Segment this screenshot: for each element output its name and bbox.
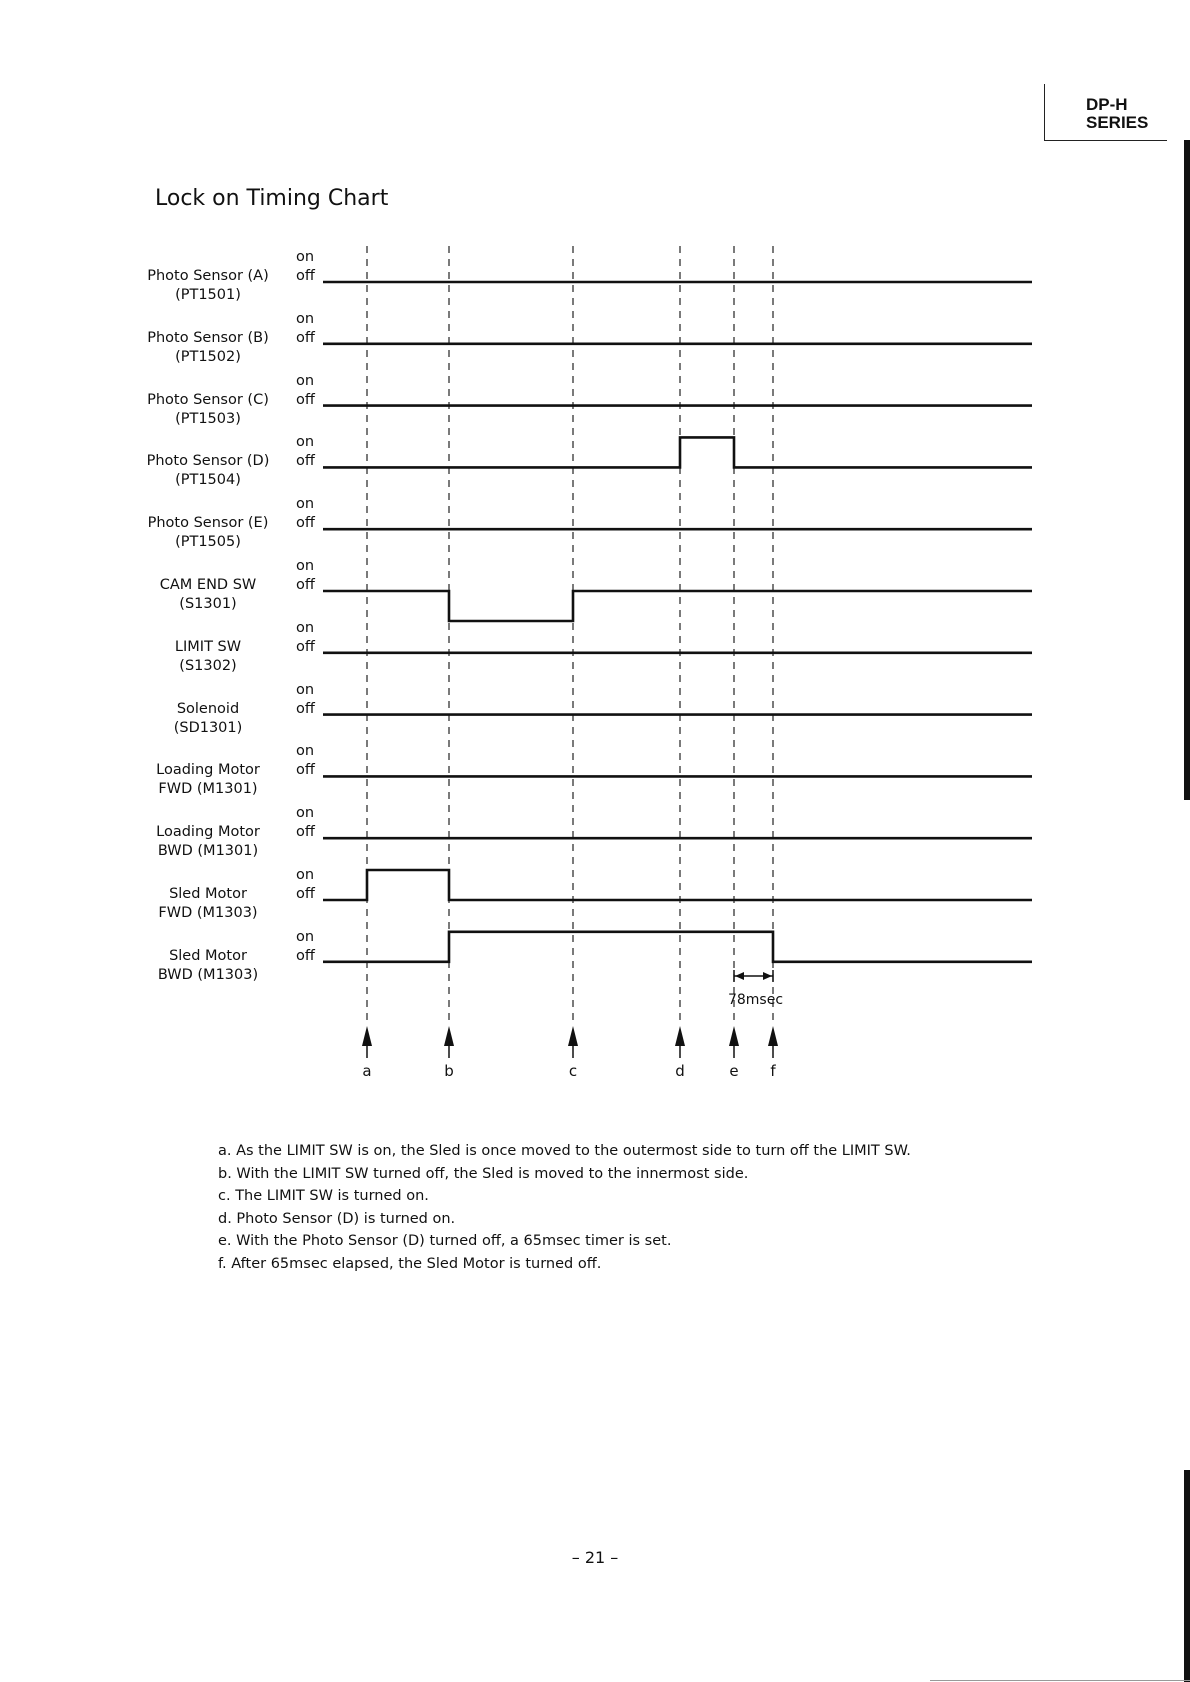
event-label-d: d [675, 1062, 685, 1080]
on-label-7: on [296, 619, 315, 636]
event-label-e: e [729, 1062, 739, 1080]
signal-name-6: CAM END SW [159, 577, 257, 593]
waveform-4 [323, 437, 1032, 467]
signal-part-12: BWD (M1303) [157, 966, 259, 983]
signal-part-4: (PT1504) [175, 472, 241, 489]
page-number: – 21 – [571, 1548, 619, 1567]
note-a: a. As the LIMIT SW is on, the Sled is once moved to the outermost side to turn off the LIMIT SW. [218, 1143, 911, 1159]
waveform-6 [323, 591, 1032, 621]
off-label-7: off [296, 638, 315, 655]
signal-part-1: (PT1501) [175, 287, 241, 303]
note-e: e. With the Photo Sensor (D) turned off, a 65msec timer is set. [218, 1233, 672, 1249]
note-b: b. With the LIMIT SW turned off, the Sled is moved to the innermost side. [218, 1165, 749, 1182]
on-label-5: on [296, 496, 315, 513]
interval-marker [728, 970, 783, 1008]
notes-list [218, 1140, 911, 1275]
signal-part-7: (S1302) [179, 657, 237, 674]
signal-name-12: Sled Motor [169, 947, 247, 964]
signal-name-2: Photo Sensor (B) [147, 329, 269, 346]
signal-part-3: (PT1503) [175, 410, 241, 427]
signal-name-8: Solenoid [176, 700, 240, 717]
off-label-1: off [296, 268, 315, 284]
chart-title: Lock on Timing Chart [155, 186, 389, 211]
on-label-2: on [296, 310, 315, 327]
signal-part-5: (PT1505) [175, 534, 241, 551]
signal-waveforms [323, 282, 1032, 962]
note-c: c. The LIMIT SW is turned on. [218, 1188, 429, 1204]
on-label-6: on [296, 558, 315, 574]
on-label-4: on [296, 434, 315, 451]
off-label-11: off [296, 886, 315, 902]
on-label-3: on [296, 372, 315, 389]
signal-part-10: BWD (M1301) [157, 843, 259, 860]
on-label-10: on [296, 805, 315, 822]
scan-edge-line [930, 1680, 1190, 1681]
off-label-9: off [296, 762, 315, 779]
off-label-6: off [296, 577, 315, 593]
note-d: d. Photo Sensor (D) is turned on. [218, 1210, 456, 1227]
interval-arrowhead-right [763, 972, 772, 980]
event-label-a: a [362, 1062, 372, 1080]
signal-part-8: (SD1301) [173, 719, 243, 736]
event-label-c: c [568, 1062, 578, 1080]
event-label-b: b [444, 1062, 454, 1080]
signal-name-7: LIMIT SW [174, 638, 242, 655]
event-label-f: f [770, 1062, 776, 1080]
signal-name-11: Sled Motor [169, 886, 247, 902]
signal-part-6: (S1301) [179, 596, 237, 612]
signal-name-4: Photo Sensor (D) [146, 453, 270, 470]
on-label-9: on [296, 743, 315, 760]
series-line-2: SERIES [1086, 113, 1149, 132]
waveform-11 [323, 870, 1032, 900]
event-guide-lines [367, 246, 773, 1020]
interval-label: 78msec [727, 992, 784, 1008]
on-label-1: on [296, 249, 315, 265]
interval-arrowhead-left [735, 972, 744, 980]
on-label-11: on [296, 867, 315, 883]
off-label-4: off [296, 453, 315, 470]
event-arrows [362, 1026, 778, 1080]
signal-name-9: Loading Motor [156, 762, 260, 779]
off-label-12: off [296, 947, 315, 964]
on-label-8: on [296, 681, 315, 698]
signal-name-1: Photo Sensor (A) [147, 268, 269, 284]
signal-name-5: Photo Sensor (E) [147, 515, 269, 532]
signal-name-3: Photo Sensor (C) [147, 391, 269, 408]
signal-part-9: FWD (M1301) [158, 781, 258, 798]
off-label-8: off [296, 700, 315, 717]
signal-part-2: (PT1502) [175, 348, 241, 365]
off-label-2: off [296, 329, 315, 346]
signal-part-11: FWD (M1303) [158, 905, 258, 921]
waveform-12 [323, 932, 1032, 962]
scan-edge-bar-lower [1184, 1470, 1190, 1682]
signal-name-10: Loading Motor [156, 824, 260, 841]
off-label-5: off [296, 515, 315, 532]
off-label-3: off [296, 391, 315, 408]
series-line-1: DP-H [1086, 95, 1128, 114]
on-label-12: on [296, 928, 315, 945]
off-label-10: off [296, 824, 315, 841]
note-f: f. After 65msec elapsed, the Sled Motor is turned off. [218, 1255, 602, 1272]
